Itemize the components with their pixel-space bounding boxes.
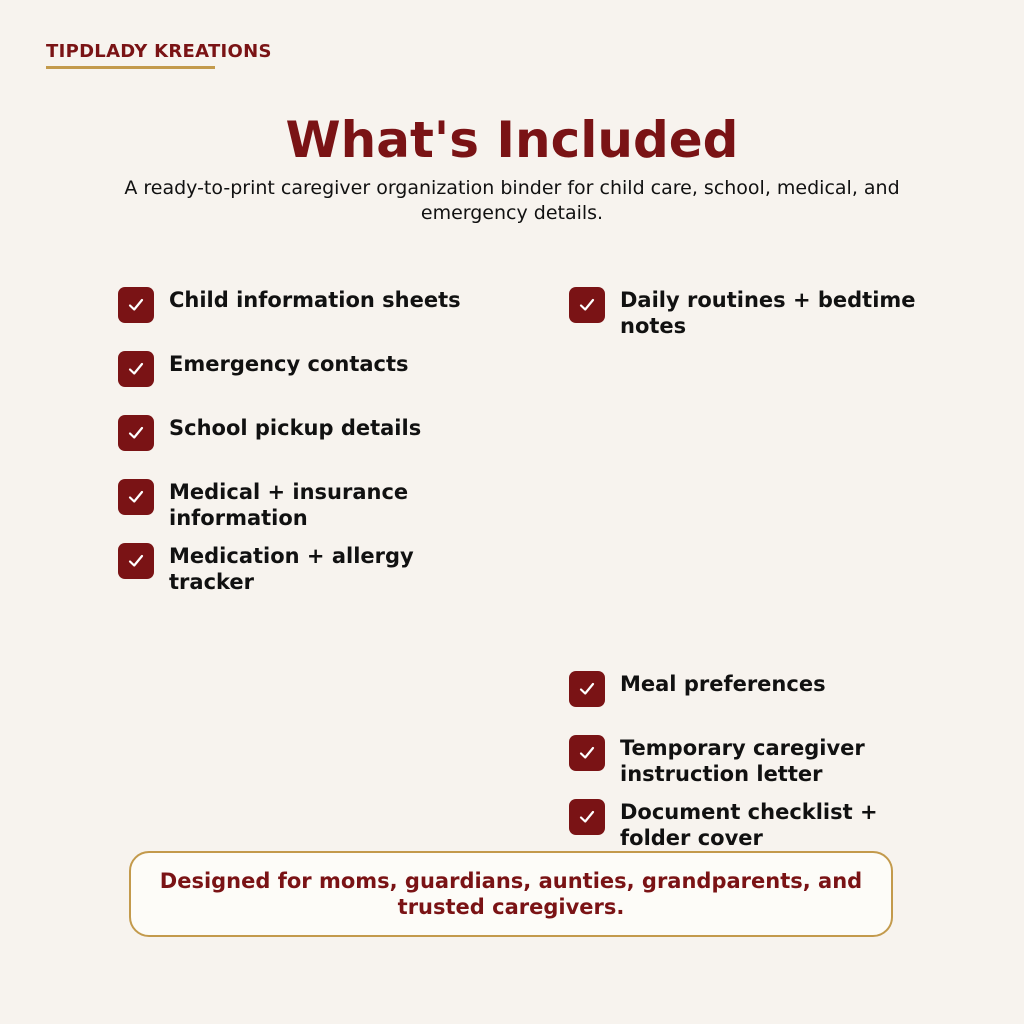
checklist-item-label: Medication + allergy tracker — [169, 544, 414, 594]
checkmark-icon — [118, 543, 154, 579]
checklist-item-label: Meal preferences — [620, 672, 826, 696]
checkmark-icon — [569, 735, 605, 771]
checklist-item-label: Child information sheets — [169, 288, 461, 312]
page-title: What's Included — [285, 111, 739, 169]
audience-text: Designed for moms, guardians, aunties, grandparents, and trusted caregivers. — [159, 869, 863, 919]
checkmark-icon — [118, 351, 154, 387]
checklist-item — [569, 287, 940, 339]
checklist-item-label: Medical + insurance information — [169, 480, 409, 530]
checklist-item-label: Daily routines + bedtime notes — [620, 288, 916, 338]
brand-underline — [46, 66, 215, 69]
checklist-item — [118, 415, 489, 451]
checkmark-icon — [118, 415, 154, 451]
checkmark-icon — [118, 479, 154, 515]
checklist-item — [118, 479, 439, 531]
checkmark-icon — [569, 799, 605, 835]
checklist-item-label: Emergency contacts — [169, 352, 409, 376]
page-subtitle: A ready-to-print caregiver organization binder for child care, school, medical, and emergency details. — [124, 177, 900, 224]
checkmark-icon — [118, 287, 154, 323]
checklist-item-label: School pickup details — [169, 416, 422, 440]
checklist-item — [118, 287, 489, 323]
checklist-item — [118, 543, 439, 595]
checklist-item — [569, 735, 900, 787]
brand-name: TIPDLADY KREATIONS — [46, 41, 272, 62]
checkmark-icon — [569, 671, 605, 707]
checkmark-icon — [569, 287, 605, 323]
checklist-item — [569, 671, 940, 707]
audience-callout — [129, 851, 893, 937]
checklist-item-label: Document checklist + folder cover — [620, 800, 878, 850]
checklist-item — [118, 351, 489, 387]
checklist-item-label: Temporary caregiver instruction letter — [620, 736, 865, 786]
checklist-item — [569, 799, 910, 851]
